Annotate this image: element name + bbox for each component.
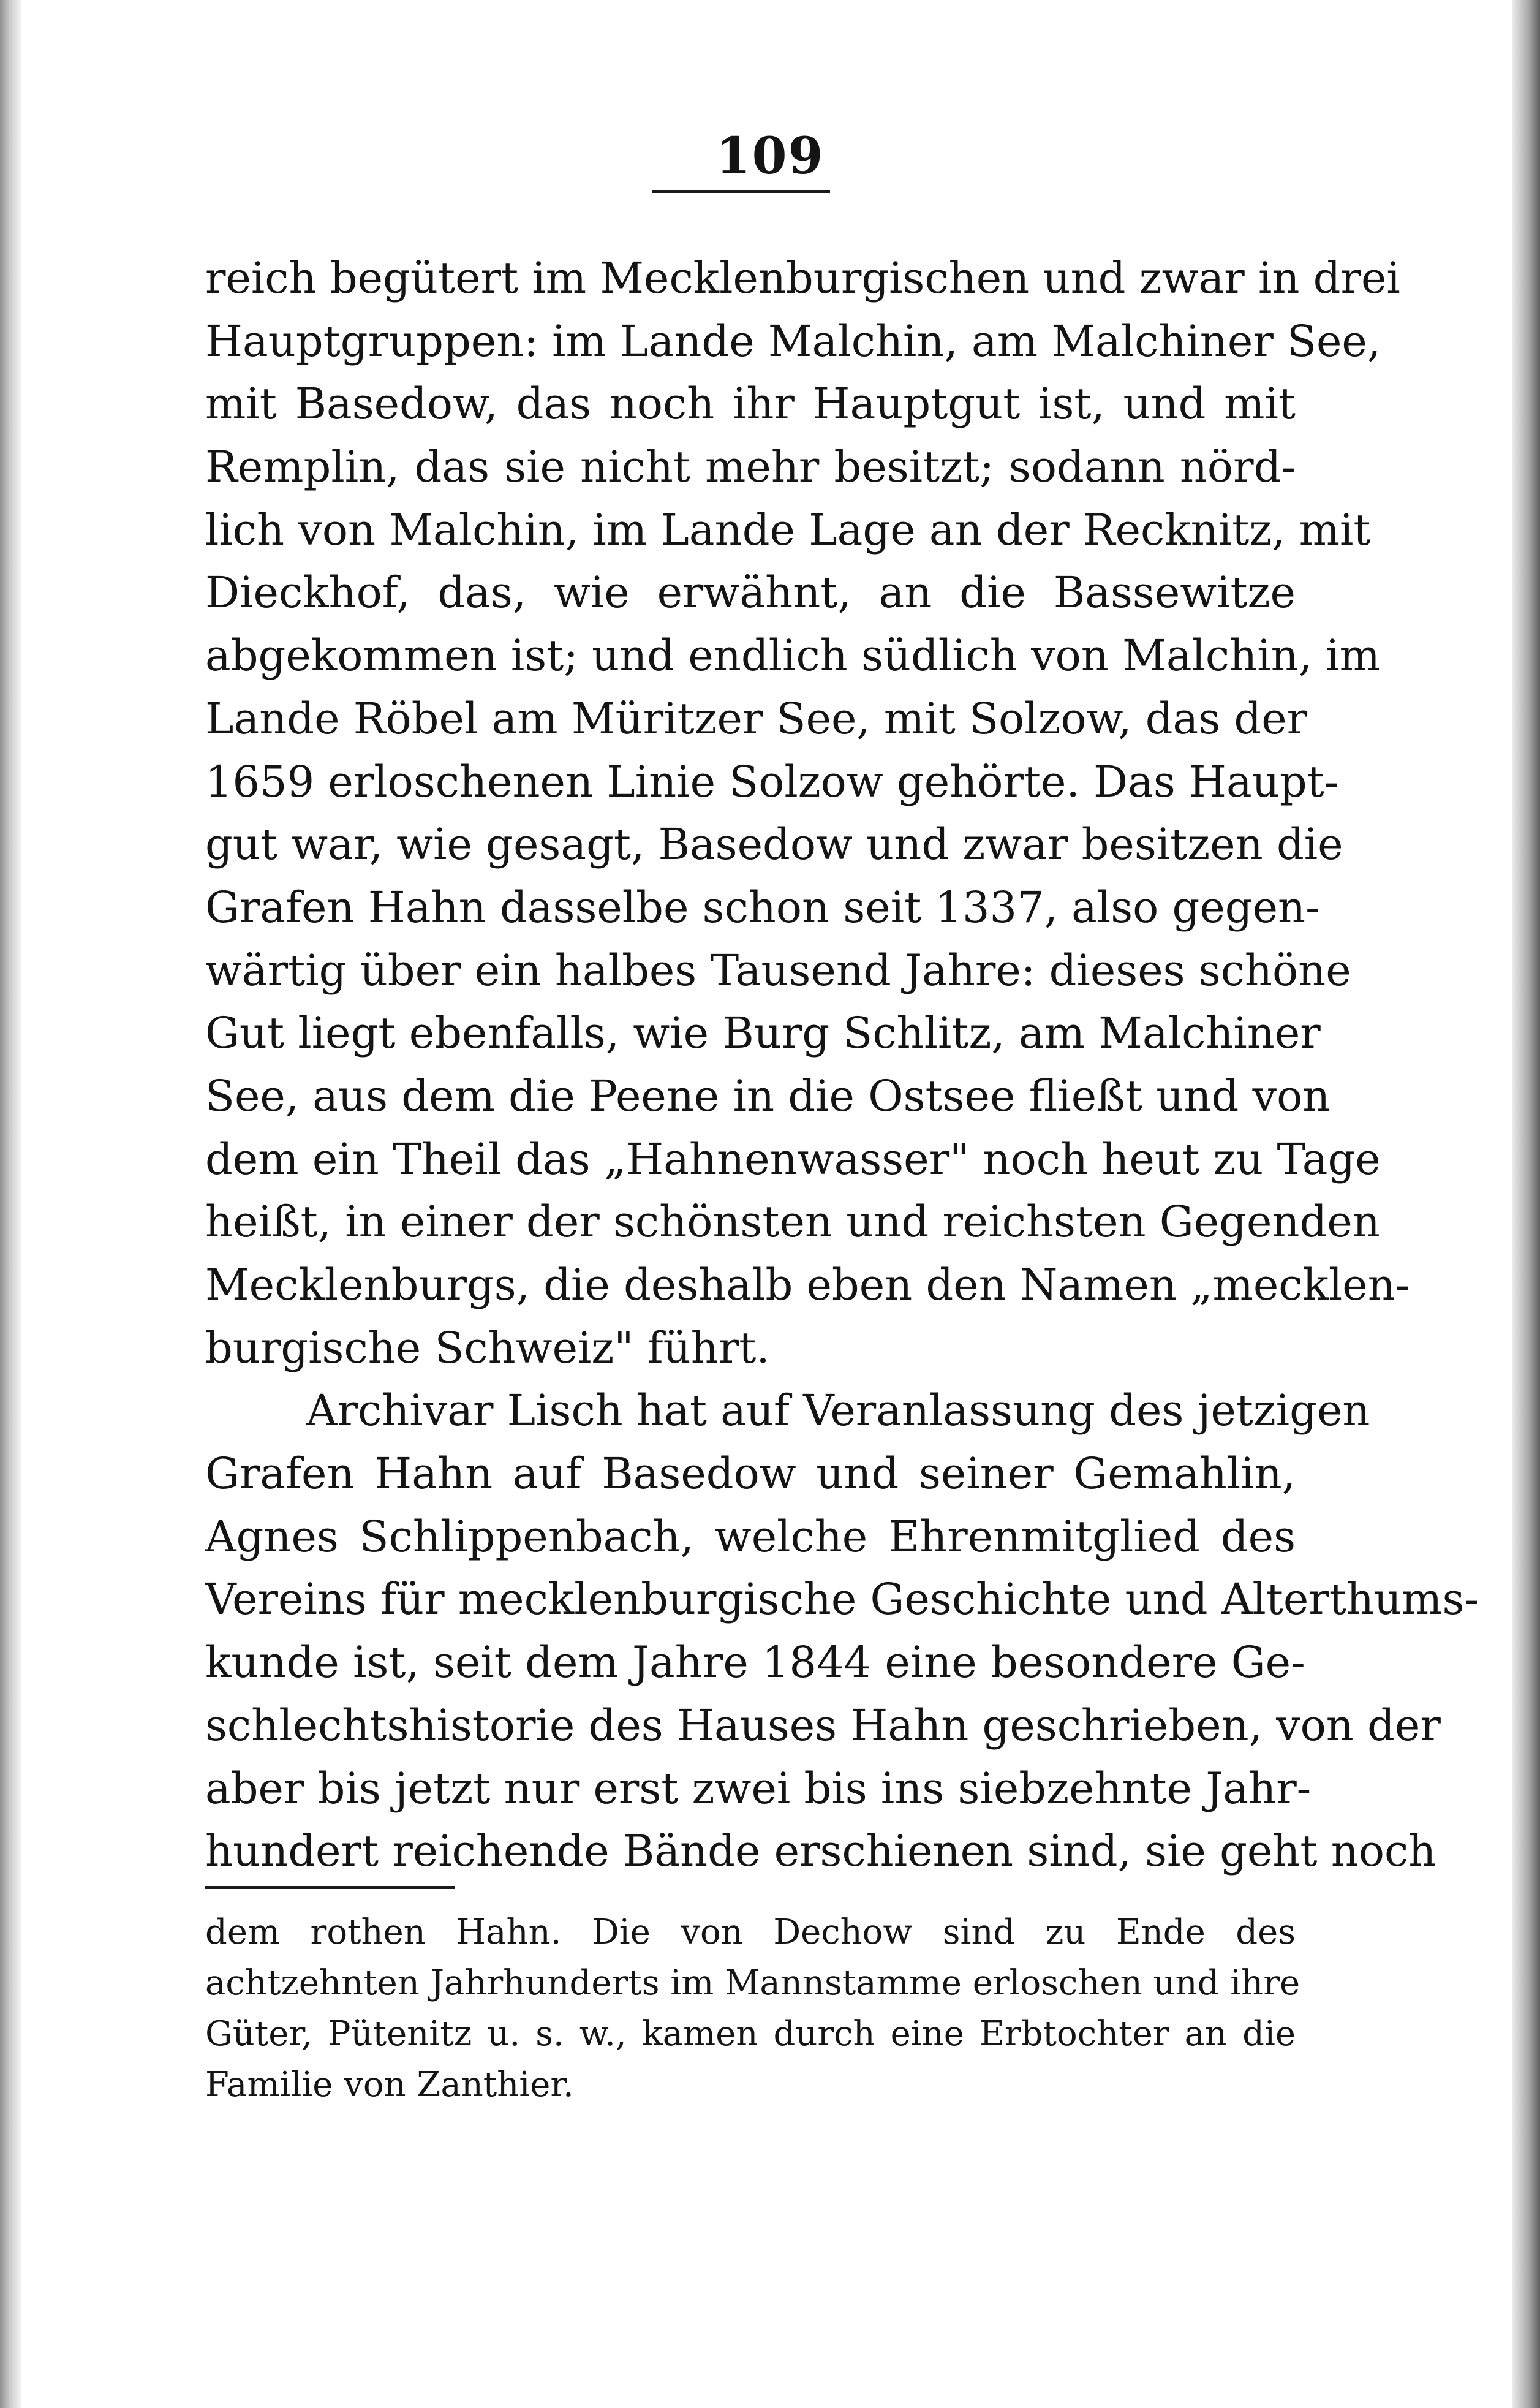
paragraph-start-line: Archivar Lisch hat auf Veranlassung des jetzigen: [306, 1385, 1370, 1436]
scan-shadow-right: [1512, 0, 1540, 2408]
text-line: mit Basedow, das noch ihr Hauptgut ist, und mit: [205, 379, 1296, 430]
text-line: heißt, in einer der schönsten und reichsten Gegenden: [205, 1197, 1380, 1248]
text-line: reich begütert im Mecklenburgischen und zwar in drei: [205, 253, 1400, 303]
text-line: Grafen Hahn dasselbe schon seit 1337, also gegen-: [205, 882, 1320, 933]
text-line: hundert reichende Bände erschienen sind, sie geht noch: [205, 1826, 1436, 1877]
scan-shadow-left: [0, 0, 21, 2408]
text-line: Agnes Schlippenbach, welche Ehrenmitglied des: [205, 1511, 1296, 1562]
text-line: dem ein Theil das „Hahnenwasser" noch heut zu Tage: [205, 1134, 1381, 1184]
text-line: 1659 erloschenen Linie Solzow gehörte. Das Haupt-: [205, 756, 1339, 807]
text-line: aber bis jetzt nur erst zwei bis ins siebzehnte Jahr-: [205, 1763, 1312, 1814]
text-line: kunde ist, seit dem Jahre 1844 eine besondere Ge-: [205, 1637, 1305, 1688]
footnote-line: achtzehnten Jahrhunderts im Mannstamme erloschen und ihre: [205, 1963, 1300, 2003]
body-text: [205, 247, 1479, 1883]
paragraph-end-line: burgische Schweiz" führt.: [205, 1322, 770, 1373]
text-line: lich von Malchin, im Lande Lage an der Recknitz, mit: [205, 504, 1371, 555]
text-line: Remplin, das sie nicht mehr besitzt; sodann nörd-: [205, 442, 1296, 493]
text-line: gut war, wie gesagt, Basedow und zwar besitzen die: [205, 819, 1343, 870]
text-line: Lande Röbel am Müritzer See, mit Solzow, das der: [205, 693, 1308, 744]
footnote-rule: [205, 1886, 455, 1889]
footnote-line: dem rothen Hahn. Die von Dechow sind zu Ende des: [205, 1912, 1296, 1952]
footnote-line: Güter, Pütenitz u. s. w., kamen durch eine Erbtochter an die: [205, 2014, 1296, 2054]
text-line: Vereins für mecklenburgische Geschichte und Alterthums-: [205, 1574, 1479, 1625]
text-line: See, aus dem die Peene in die Ostsee fließt und von: [205, 1070, 1331, 1121]
page-number-rule: [652, 190, 830, 193]
text-line: Mecklenburgs, die deshalb eben den Namen „mecklen-: [205, 1260, 1410, 1310]
text-line: schlechtshistorie des Hauses Hahn geschrieben, von der: [205, 1700, 1441, 1751]
text-line: Dieckhof, das, wie erwähnt, an die Bassewitze: [205, 567, 1296, 618]
footnote: [205, 1907, 1300, 2110]
text-line: Hauptgruppen: im Lande Malchin, am Malchiner See,: [205, 316, 1381, 366]
text-line: Gut liegt ebenfalls, wie Burg Schlitz, am Malchiner: [205, 1008, 1321, 1059]
text-line: wärtig über ein halbes Tausend Jahre: dieses schöne: [205, 945, 1351, 996]
text-line: Grafen Hahn auf Basedow und seiner Gemahlin,: [205, 1448, 1296, 1499]
page-number: 109: [715, 127, 825, 186]
text-line: abgekommen ist; und endlich südlich von Malchin, im: [205, 630, 1380, 681]
footnote-line: Familie von Zanthier.: [205, 2065, 574, 2105]
